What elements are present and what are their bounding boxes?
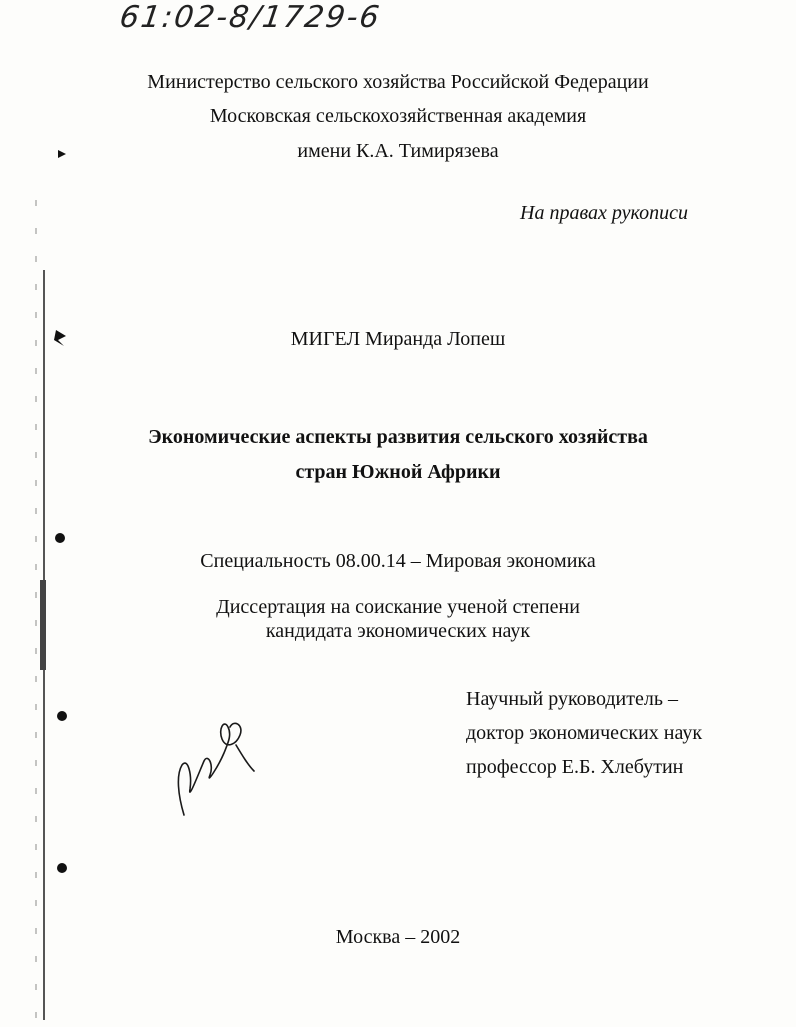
degree-line-2: кандидата экономических наук bbox=[265, 620, 531, 642]
signature-scribble bbox=[170, 705, 270, 825]
supervisor-name: профессор Е.Б. Хлебутин bbox=[466, 756, 684, 778]
ministry-name: Министерство сельского хозяйства Российской Федерации bbox=[147, 71, 649, 93]
supervisor-degree: доктор экономических наук bbox=[466, 722, 703, 744]
supervisor-role: Научный руководитель – bbox=[466, 688, 678, 710]
author-name: МИГЕЛ Миранда Лопеш bbox=[290, 328, 506, 350]
archive-code: 61:02-8/1729-6 bbox=[117, 0, 384, 35]
thesis-title-line-2: стран Южной Африки bbox=[295, 461, 501, 483]
specialty: Специальность 08.00.14 – Мировая экономика bbox=[200, 550, 596, 572]
academy-named-after: имени К.А. Тимирязева bbox=[297, 140, 499, 162]
scan-margin-marks bbox=[28, 140, 68, 1020]
thesis-title-line-1: Экономические аспекты развития сельского хозяйства bbox=[148, 426, 648, 448]
degree-line-1: Диссертация на соискание ученой степени bbox=[216, 596, 580, 618]
rights-note: На правах рукописи bbox=[520, 202, 688, 224]
academy-name: Московская сельскохозяйственная академия bbox=[209, 105, 587, 127]
place-and-year: Москва – 2002 bbox=[335, 926, 461, 948]
